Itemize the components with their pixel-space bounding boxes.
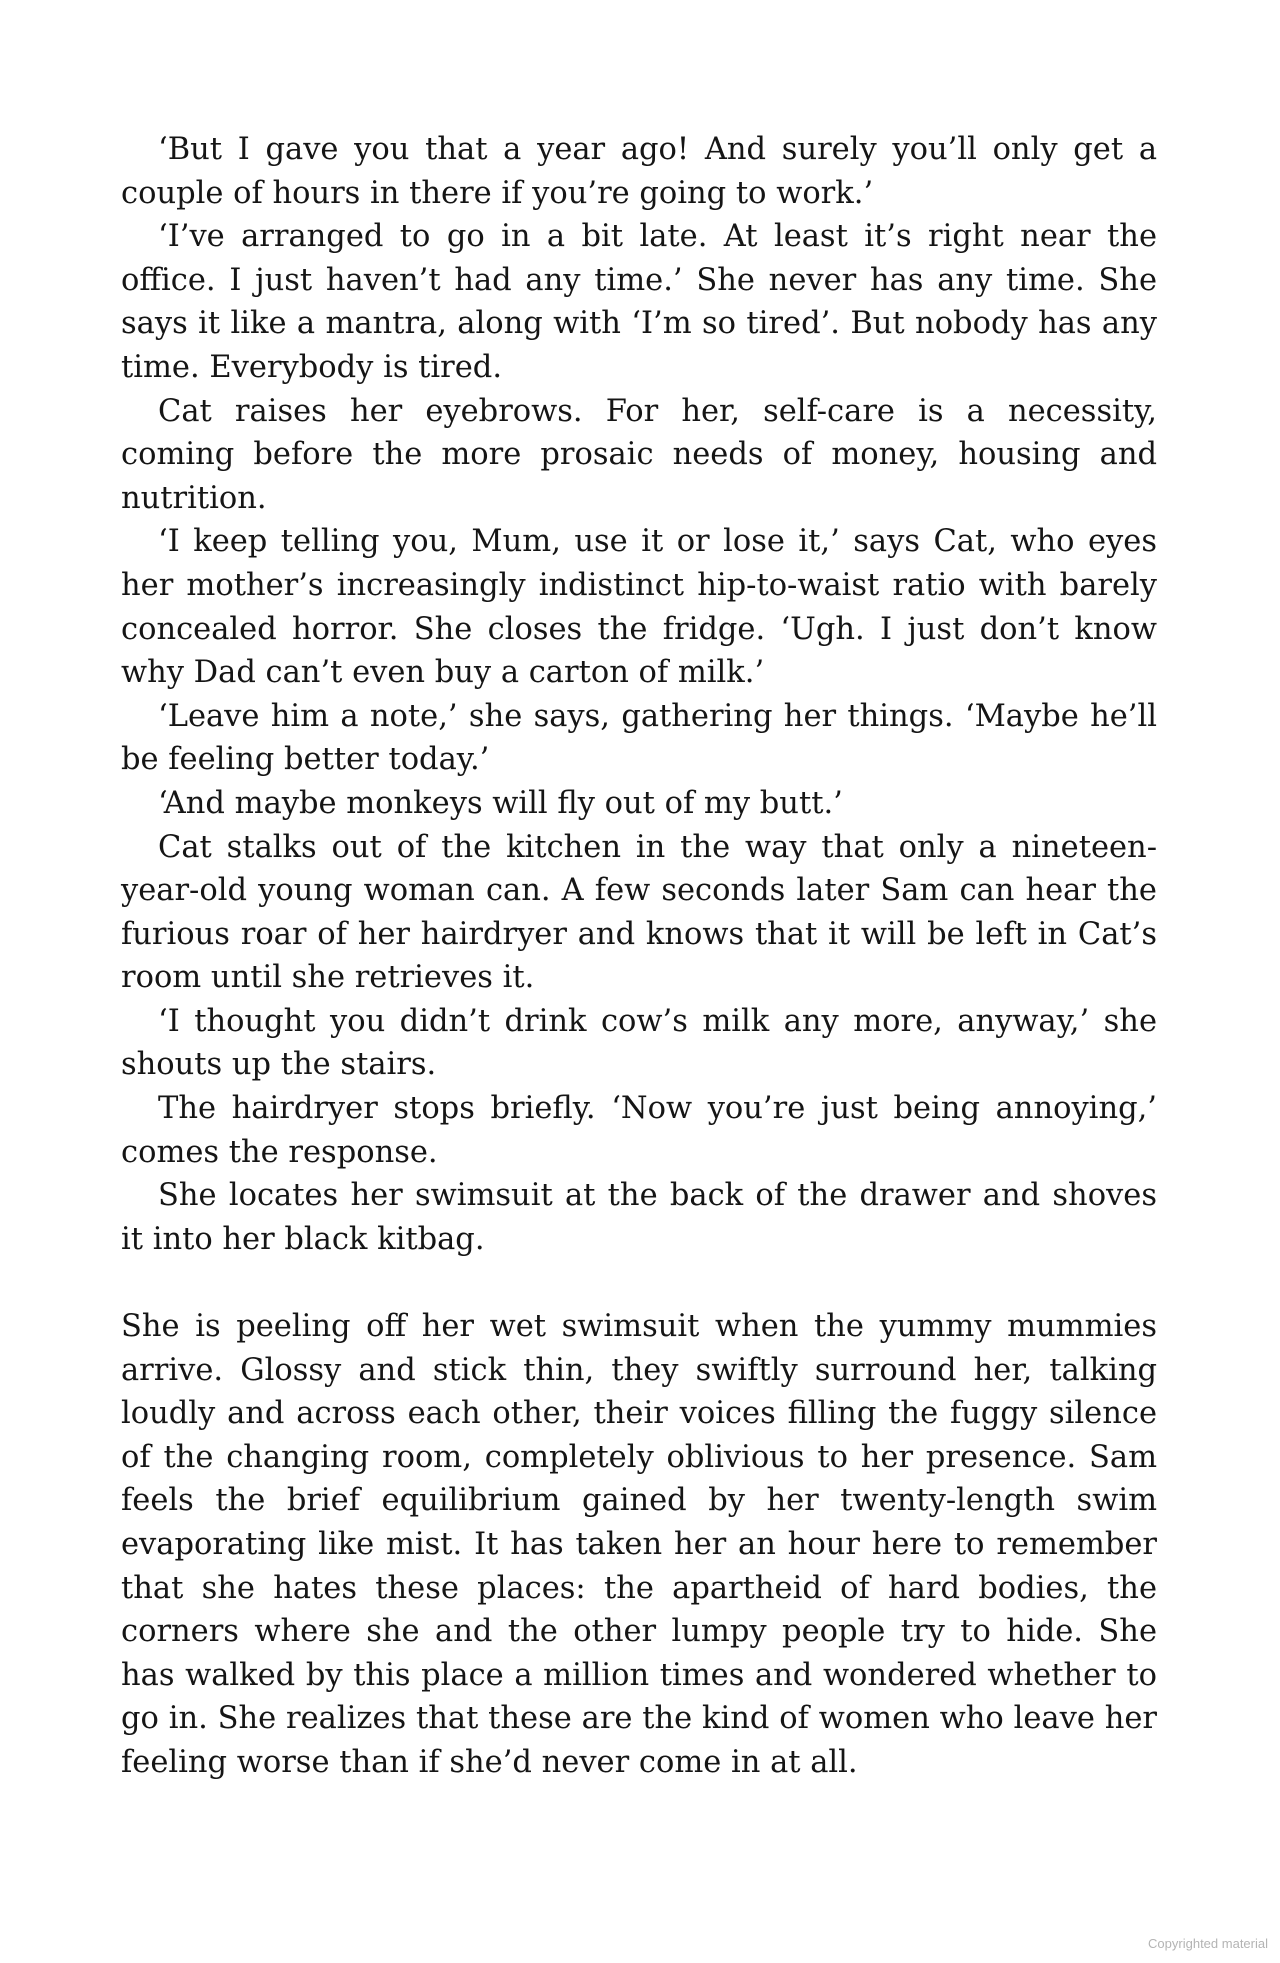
paragraph: Cat stalks out of the kitchen in the way that only a nineteen-year-old young woman can. A few seconds later Sam can hear the furious roar of her hairdryer and knows that it will be left in Cat’s room until she retrieves it. — [121, 829, 1157, 996]
paragraph: ‘I thought you didn’t drink cow’s milk any more, anyway,’ she shouts up the stairs. — [121, 1003, 1157, 1083]
paragraph: The hairdryer stops briefly. ‘Now you’re just being annoying,’ comes the response. — [121, 1091, 1157, 1170]
paragraph: ‘I keep telling you, Mum, use it or lose it,’ says Cat, who eyes her mother’s increasingly indistinct hip-to-waist ratio with barely concealed horror. She closes the fridge. ‘Ugh. I just don’t know why Dad can’t even buy a carton of milk.’ — [121, 524, 1157, 691]
section-break — [121, 1261, 1157, 1305]
paragraph: She locates her swimsuit at the back of the drawer and shoves it into her black kitbag. — [121, 1178, 1157, 1257]
paragraph: ‘Leave him a note,’ she says, gathering her things. ‘Maybe he’ll be feeling better today.’ — [121, 698, 1157, 778]
book-page — [121, 128, 1157, 1785]
copyright-watermark: Copyrighted material — [1148, 1936, 1268, 1951]
paragraph: ‘I’ve arranged to go in a bit late. At least it’s right near the office. I just haven’t had any time.’ She never has any time. She says it like a mantra, along with ‘I’m so tired’. But nobody has any time. Everybody is tired. — [121, 219, 1157, 385]
paragraph: Cat raises her eyebrows. For her, self-care is a necessity, coming before the more prosaic needs of money, housing and nutrition. — [121, 393, 1157, 516]
paragraph: ‘But I gave you that a year ago! And surely you’ll only get a couple of hours in there if you’re going to work.’ — [121, 132, 1157, 211]
section-opening-paragraph: She is peeling off her wet swimsuit when the yummy mummies arrive. Glossy and stick thin, they swiftly surround her, talking loudly and across each other, their voices filling the fuggy silence of the changing room, completely oblivious to her presence. Sam feels the brief equilibrium gained by her twenty-length swim evaporating like mist. It has taken her an hour here to remember that she hates these places: the apartheid of hard bodies, the corners where she and the other lumpy people try to hide. She has walked by this place a million times and wondered whether to go in. She realizes that these are the kind of women who leave her feeling worse than if she’d never come in at all. — [121, 1309, 1157, 1780]
paragraph: ‘And maybe monkeys will fly out of my butt.’ — [158, 785, 843, 821]
